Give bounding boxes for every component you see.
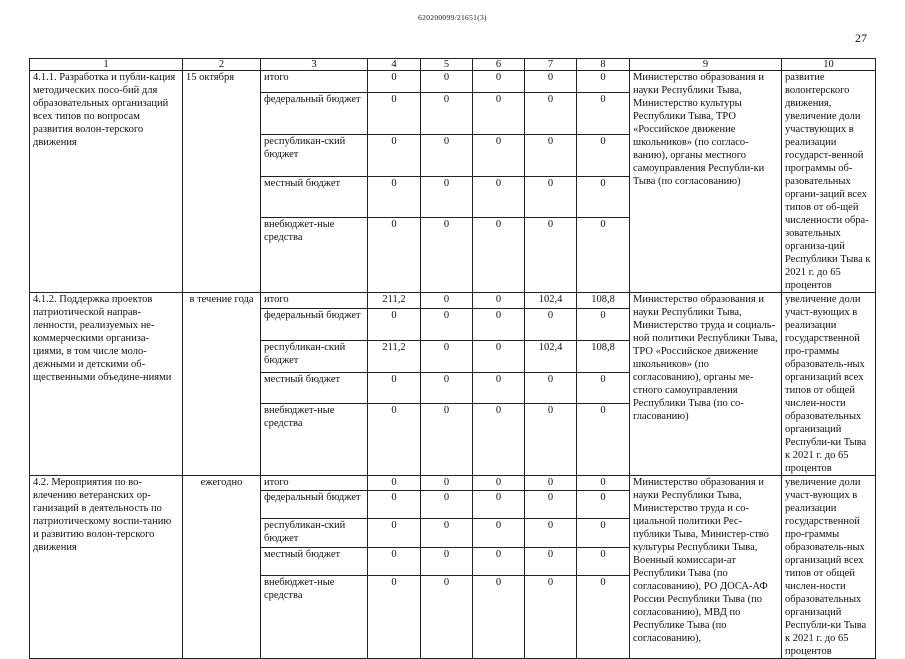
- value-cell: 0: [525, 218, 577, 293]
- value-cell: 0: [421, 293, 473, 309]
- funding-source: итого: [261, 476, 368, 491]
- header-cell: 5: [421, 59, 473, 71]
- value-cell: 0: [368, 134, 421, 176]
- funding-source: республикан-ский бюджет: [261, 519, 368, 548]
- activity-deadline: ежегодно: [183, 476, 261, 659]
- value-cell: 211,2: [368, 341, 421, 373]
- value-cell: 0: [473, 134, 525, 176]
- funding-source: республикан-ский бюджет: [261, 341, 368, 373]
- value-cell: 0: [421, 309, 473, 341]
- value-cell: 0: [525, 71, 577, 93]
- header-cell: 1: [30, 59, 183, 71]
- value-cell: 108,8: [577, 293, 630, 309]
- value-cell: 0: [577, 92, 630, 134]
- value-cell: 0: [473, 341, 525, 373]
- value-cell: 0: [473, 293, 525, 309]
- activity-name: 4.1.1. Разработка и публи-кация методических посо-бий для образовательных организаций всех типов по вопросам развития волон-терского движения: [30, 71, 183, 293]
- activity-deadline: 15 октября: [183, 71, 261, 293]
- value-cell: 0: [421, 176, 473, 218]
- value-cell: 0: [525, 519, 577, 548]
- funding-source: местный бюджет: [261, 547, 368, 576]
- value-cell: 0: [525, 372, 577, 404]
- activity-executors: Министерство образования и науки Республики Тыва, Министерство труда и со-циальной политики Рес-публики Тыва, Министер-ство культуры Республики Тыва, Военный комиссари-ат Республики Тыва (по согласованию), РО ДОСА-АФ России Республики Тыва (по согласованию), МВД по Республике Тыва (по согласованию),: [630, 476, 782, 659]
- value-cell: 0: [473, 476, 525, 491]
- activity-executors: Министерство образования и науки Республики Тыва, Министерство труда и социаль-ной политики Республики Тыва, ТРО «Российское движение школьников» (по согласованию), органы ме-стного самоуправления Республики Тыва (по со-гласованию): [630, 293, 782, 476]
- value-cell: 0: [368, 547, 421, 576]
- activity-result: увеличение доли участ-вующих в реализации государственной про-граммы образователь-ных организаций всех типов от общей числен-ности образовательных организаций Республи-ки Тыва к 2021 г. до 65 процентов: [782, 293, 876, 476]
- value-cell: 0: [368, 476, 421, 491]
- value-cell: 0: [525, 92, 577, 134]
- header-cell: 3: [261, 59, 368, 71]
- activity-name: 4.1.2. Поддержка проектов патриотической направ-ленности, реализуемых не-коммерческими организа-циями, в том числе моло-дежными и детскими об-щественными объедине-ниями: [30, 293, 183, 476]
- value-cell: 0: [577, 547, 630, 576]
- value-cell: 0: [473, 404, 525, 476]
- value-cell: 0: [368, 92, 421, 134]
- value-cell: 0: [368, 490, 421, 519]
- value-cell: 0: [473, 176, 525, 218]
- funding-source: федеральный бюджет: [261, 92, 368, 134]
- header-cell: 7: [525, 59, 577, 71]
- value-cell: 0: [473, 218, 525, 293]
- value-cell: 0: [421, 404, 473, 476]
- funding-source: местный бюджет: [261, 176, 368, 218]
- value-cell: 0: [473, 71, 525, 93]
- value-cell: 0: [525, 309, 577, 341]
- value-cell: 0: [525, 176, 577, 218]
- funding-source: внебюджет-ные средства: [261, 576, 368, 659]
- value-cell: 0: [421, 372, 473, 404]
- funding-source: внебюджет-ные средства: [261, 218, 368, 293]
- value-cell: 0: [368, 372, 421, 404]
- value-cell: 0: [368, 404, 421, 476]
- value-cell: 0: [473, 309, 525, 341]
- value-cell: 0: [421, 576, 473, 659]
- header-cell: 2: [183, 59, 261, 71]
- value-cell: 0: [368, 218, 421, 293]
- value-cell: 102,4: [525, 293, 577, 309]
- value-cell: 0: [421, 547, 473, 576]
- value-cell: 0: [525, 476, 577, 491]
- value-cell: 0: [421, 490, 473, 519]
- value-cell: 0: [577, 218, 630, 293]
- value-cell: 0: [525, 547, 577, 576]
- value-cell: 0: [525, 576, 577, 659]
- value-cell: 0: [473, 490, 525, 519]
- value-cell: 0: [473, 576, 525, 659]
- value-cell: 0: [577, 71, 630, 93]
- value-cell: 0: [577, 404, 630, 476]
- value-cell: 0: [577, 519, 630, 548]
- header-cell: 4: [368, 59, 421, 71]
- value-cell: 0: [368, 576, 421, 659]
- value-cell: 0: [577, 309, 630, 341]
- value-cell: 0: [368, 519, 421, 548]
- funding-source: итого: [261, 71, 368, 93]
- program-table: [29, 58, 876, 659]
- activity-name: 4.2. Мероприятия по во-влечению ветеранских ор-ганизаций в деятельность по патриотическому воспи-танию и развитию волон-терского движения: [30, 476, 183, 659]
- value-cell: 108,8: [577, 341, 630, 373]
- value-cell: 0: [421, 341, 473, 373]
- value-cell: 0: [525, 134, 577, 176]
- funding-source: местный бюджет: [261, 372, 368, 404]
- header-cell: 8: [577, 59, 630, 71]
- value-cell: 0: [368, 176, 421, 218]
- page-number: 27: [855, 31, 867, 45]
- table-row: [30, 476, 876, 491]
- value-cell: 0: [368, 309, 421, 341]
- value-cell: 0: [577, 176, 630, 218]
- value-cell: 0: [473, 92, 525, 134]
- value-cell: 0: [421, 92, 473, 134]
- value-cell: 0: [473, 372, 525, 404]
- value-cell: 211,2: [368, 293, 421, 309]
- table-row: [30, 71, 876, 93]
- value-cell: 0: [577, 576, 630, 659]
- value-cell: 0: [525, 490, 577, 519]
- funding-source: федеральный бюджет: [261, 309, 368, 341]
- table-row: [30, 293, 876, 309]
- value-cell: 0: [421, 218, 473, 293]
- funding-source: федеральный бюджет: [261, 490, 368, 519]
- value-cell: 0: [525, 404, 577, 476]
- value-cell: 0: [473, 547, 525, 576]
- value-cell: 0: [577, 372, 630, 404]
- table-header-row: [30, 59, 876, 71]
- funding-source: республикан-ский бюджет: [261, 134, 368, 176]
- activity-deadline: в течение года: [183, 293, 261, 476]
- funding-source: внебюджет-ные средства: [261, 404, 368, 476]
- value-cell: 0: [421, 519, 473, 548]
- value-cell: 0: [577, 490, 630, 519]
- header-cell: 10: [782, 59, 876, 71]
- value-cell: 0: [473, 519, 525, 548]
- activity-executors: Министерство образования и науки Республики Тыва, Министерство культуры Республики Тыва, ТРО «Российское движение школьников» (по согласо-ванию), органы местного самоуправления Республи-ки Тыва (по согласованию): [630, 71, 782, 293]
- value-cell: 0: [421, 134, 473, 176]
- value-cell: 0: [368, 71, 421, 93]
- funding-source: итого: [261, 293, 368, 309]
- document-id: 620200099/21651(3): [418, 13, 487, 22]
- value-cell: 102,4: [525, 341, 577, 373]
- value-cell: 0: [421, 476, 473, 491]
- header-cell: 9: [630, 59, 782, 71]
- value-cell: 0: [577, 476, 630, 491]
- value-cell: 0: [421, 71, 473, 93]
- activity-result: развитие волонтерского движения, увеличение доли участвующих в реализации государст-венной программы об-разовательных органи-заций всех типов от об-щей численности обра-зовательных организа-ций Республики Тыва к 2021 г. до 65 процентов: [782, 71, 876, 293]
- value-cell: 0: [577, 134, 630, 176]
- header-cell: 6: [473, 59, 525, 71]
- activity-result: увеличение доли участ-вующих в реализации государственной про-граммы образователь-ных организаций всех типов от общей числен-ности образовательных организаций Республи-ки Тыва к 2021 г. до 65 процентов: [782, 476, 876, 659]
